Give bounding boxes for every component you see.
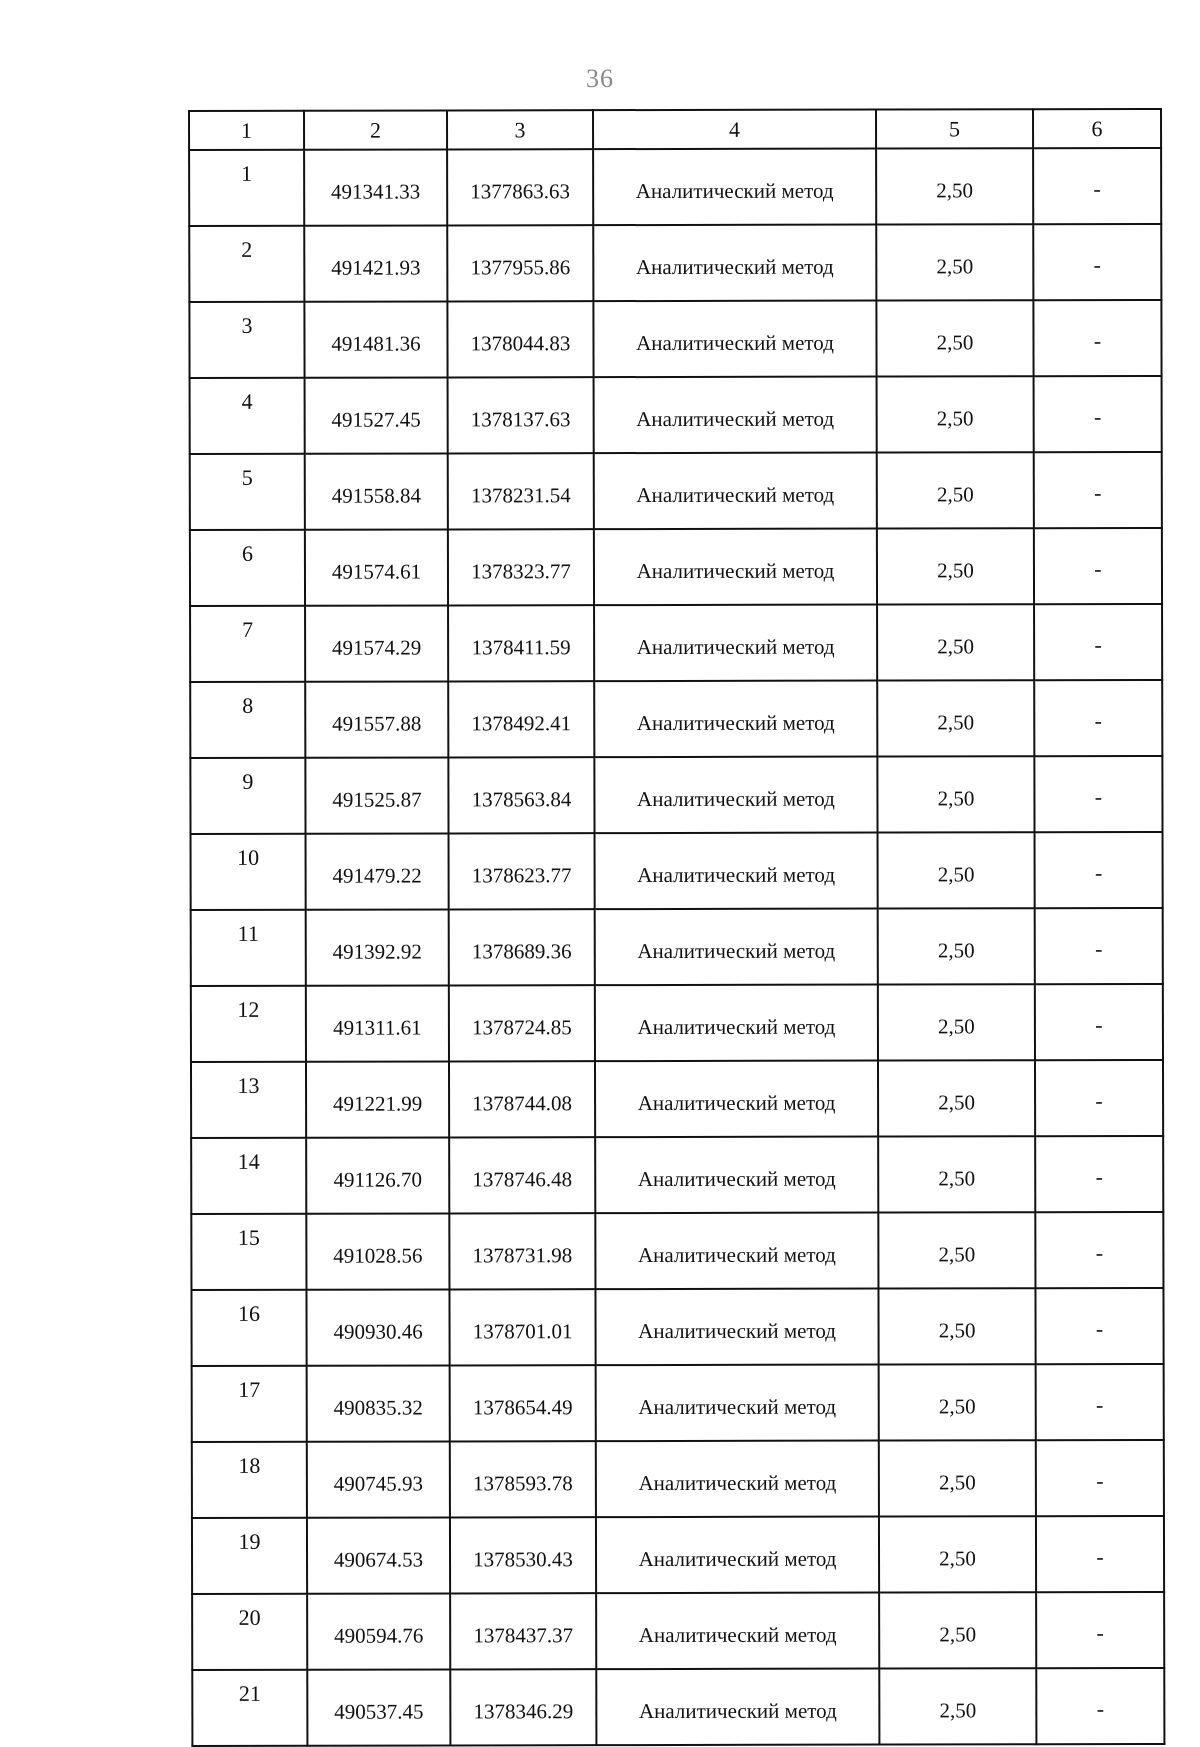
point-number-cell: 19 <box>192 1518 307 1594</box>
accuracy-cell: 2,50 <box>877 376 1034 452</box>
table-row <box>189 148 1161 226</box>
y-coordinate-cell: 1378530.43 <box>450 1517 596 1593</box>
column-header-1: 1 <box>189 111 304 150</box>
x-coordinate-cell: 491481.36 <box>304 301 447 377</box>
table-row <box>189 224 1161 302</box>
method-cell: Аналитический метод <box>595 985 878 1062</box>
point-number-cell: 21 <box>192 1670 307 1746</box>
note-cell: - <box>1035 1136 1163 1212</box>
table-header <box>189 109 1161 150</box>
y-coordinate-cell: 1378701.01 <box>449 1289 595 1365</box>
y-coordinate-cell: 1378744.08 <box>449 1061 595 1137</box>
accuracy-cell: 2,50 <box>879 1592 1036 1668</box>
y-coordinate-cell: 1378593.78 <box>450 1441 596 1517</box>
accuracy-cell: 2,50 <box>878 908 1035 984</box>
note-cell: - <box>1034 680 1162 756</box>
table-row <box>190 376 1162 454</box>
x-coordinate-cell: 491558.84 <box>305 453 448 529</box>
table-row <box>192 1516 1164 1594</box>
accuracy-cell: 2,50 <box>877 604 1034 680</box>
table-row <box>191 1212 1163 1290</box>
note-cell: - <box>1035 984 1163 1060</box>
x-coordinate-cell: 491221.99 <box>306 1061 449 1137</box>
accuracy-cell: 2,50 <box>876 224 1033 300</box>
method-cell: Аналитический метод <box>596 1517 879 1594</box>
x-coordinate-cell: 491421.93 <box>304 225 447 301</box>
note-cell: - <box>1035 1060 1163 1136</box>
note-cell: - <box>1036 1516 1164 1592</box>
point-number-cell: 4 <box>190 378 305 454</box>
table-row <box>190 604 1162 682</box>
y-coordinate-cell: 1378746.48 <box>449 1137 595 1213</box>
column-header-2: 2 <box>304 110 447 149</box>
column-header-6: 6 <box>1033 109 1161 148</box>
method-cell: Аналитический метод <box>594 453 877 530</box>
x-coordinate-cell: 490537.45 <box>307 1669 450 1745</box>
y-coordinate-cell: 1377863.63 <box>447 149 593 225</box>
note-cell: - <box>1034 756 1162 832</box>
x-coordinate-cell: 490745.93 <box>307 1441 450 1517</box>
accuracy-cell: 2,50 <box>878 832 1035 908</box>
x-coordinate-cell: 491341.33 <box>304 149 447 225</box>
table-body <box>189 148 1164 1746</box>
table-row <box>190 452 1162 530</box>
column-header-3: 3 <box>447 110 593 149</box>
method-cell: Аналитический метод <box>595 909 878 986</box>
x-coordinate-cell: 491557.88 <box>305 681 448 757</box>
accuracy-cell: 2,50 <box>878 1136 1035 1212</box>
table-row <box>190 756 1162 834</box>
x-coordinate-cell: 491479.22 <box>306 833 449 909</box>
note-cell: - <box>1035 1212 1163 1288</box>
coordinates-table <box>188 108 1165 1747</box>
note-cell: - <box>1036 1592 1164 1668</box>
method-cell: Аналитический метод <box>595 1137 878 1214</box>
note-cell: - <box>1034 528 1162 604</box>
point-number-cell: 12 <box>191 986 306 1062</box>
accuracy-cell: 2,50 <box>879 1516 1036 1592</box>
method-cell: Аналитический метод <box>594 529 877 606</box>
table-row <box>191 832 1163 910</box>
method-cell: Аналитический метод <box>594 605 877 682</box>
header-row <box>189 109 1161 150</box>
method-cell: Аналитический метод <box>596 1669 879 1746</box>
method-cell: Аналитический метод <box>595 833 878 910</box>
note-cell: - <box>1033 300 1161 376</box>
y-coordinate-cell: 1378231.54 <box>448 453 594 529</box>
point-number-cell: 17 <box>192 1366 307 1442</box>
accuracy-cell: 2,50 <box>877 680 1034 756</box>
point-number-cell: 7 <box>190 606 305 682</box>
y-coordinate-cell: 1378437.37 <box>450 1593 596 1669</box>
method-cell: Аналитический метод <box>593 225 876 302</box>
point-number-cell: 1 <box>189 150 304 226</box>
accuracy-cell: 2,50 <box>878 1288 1035 1364</box>
table-row <box>191 908 1163 986</box>
method-cell: Аналитический метод <box>596 1593 879 1670</box>
y-coordinate-cell: 1378411.59 <box>448 605 594 681</box>
note-cell: - <box>1035 1288 1163 1364</box>
x-coordinate-cell: 490835.32 <box>307 1365 450 1441</box>
method-cell: Аналитический метод <box>594 377 877 454</box>
table-row <box>191 1288 1163 1366</box>
note-cell: - <box>1036 1440 1164 1516</box>
x-coordinate-cell: 491392.92 <box>306 909 449 985</box>
table-row <box>191 984 1163 1062</box>
point-number-cell: 2 <box>189 226 304 302</box>
note-cell: - <box>1033 148 1161 224</box>
column-header-4: 4 <box>593 110 876 150</box>
y-coordinate-cell: 1377955.86 <box>447 225 593 301</box>
x-coordinate-cell: 490594.76 <box>307 1593 450 1669</box>
method-cell: Аналитический метод <box>594 681 877 758</box>
x-coordinate-cell: 491527.45 <box>305 377 448 453</box>
method-cell: Аналитический метод <box>595 1289 878 1366</box>
accuracy-cell: 2,50 <box>877 452 1034 528</box>
table-row <box>192 1364 1164 1442</box>
point-number-cell: 13 <box>191 1062 306 1138</box>
point-number-cell: 10 <box>191 834 306 910</box>
y-coordinate-cell: 1378689.36 <box>449 909 595 985</box>
point-number-cell: 20 <box>192 1594 307 1670</box>
column-header-5: 5 <box>876 109 1033 148</box>
point-number-cell: 3 <box>189 302 304 378</box>
x-coordinate-cell: 491525.87 <box>305 757 448 833</box>
y-coordinate-cell: 1378492.41 <box>448 681 594 757</box>
x-coordinate-cell: 491574.29 <box>305 605 448 681</box>
y-coordinate-cell: 1378346.29 <box>450 1669 596 1745</box>
x-coordinate-cell: 491126.70 <box>306 1137 449 1213</box>
note-cell: - <box>1034 452 1162 528</box>
y-coordinate-cell: 1378137.63 <box>448 377 594 453</box>
note-cell: - <box>1035 908 1163 984</box>
table-row <box>191 1136 1163 1214</box>
note-cell: - <box>1036 1668 1164 1744</box>
y-coordinate-cell: 1378044.83 <box>447 301 593 377</box>
accuracy-cell: 2,50 <box>879 1668 1036 1744</box>
point-number-cell: 16 <box>191 1290 306 1366</box>
x-coordinate-cell: 491028.56 <box>306 1213 449 1289</box>
table-row <box>192 1668 1164 1746</box>
point-number-cell: 18 <box>192 1442 307 1518</box>
y-coordinate-cell: 1378623.77 <box>449 833 595 909</box>
table-row <box>191 1060 1163 1138</box>
y-coordinate-cell: 1378724.85 <box>449 985 595 1061</box>
accuracy-cell: 2,50 <box>877 756 1034 832</box>
table-row <box>192 1440 1164 1518</box>
point-number-cell: 11 <box>191 910 306 986</box>
method-cell: Аналитический метод <box>596 1365 879 1442</box>
table-row <box>189 300 1161 378</box>
point-number-cell: 6 <box>190 530 305 606</box>
point-number-cell: 9 <box>190 758 305 834</box>
y-coordinate-cell: 1378563.84 <box>448 757 594 833</box>
accuracy-cell: 2,50 <box>878 1060 1035 1136</box>
accuracy-cell: 2,50 <box>879 1364 1036 1440</box>
note-cell: - <box>1034 604 1162 680</box>
point-number-cell: 8 <box>190 682 305 758</box>
y-coordinate-cell: 1378654.49 <box>450 1365 596 1441</box>
y-coordinate-cell: 1378731.98 <box>449 1213 595 1289</box>
method-cell: Аналитический метод <box>593 301 876 378</box>
point-number-cell: 5 <box>190 454 305 530</box>
note-cell: - <box>1035 832 1163 908</box>
accuracy-cell: 2,50 <box>876 148 1033 224</box>
method-cell: Аналитический метод <box>596 1441 879 1518</box>
note-cell: - <box>1036 1364 1164 1440</box>
method-cell: Аналитический метод <box>595 1061 878 1138</box>
point-number-cell: 14 <box>191 1138 306 1214</box>
method-cell: Аналитический метод <box>594 757 877 834</box>
point-number-cell: 15 <box>191 1214 306 1290</box>
method-cell: Аналитический метод <box>593 149 876 226</box>
x-coordinate-cell: 490930.46 <box>306 1289 449 1365</box>
accuracy-cell: 2,50 <box>877 528 1034 604</box>
note-cell: - <box>1033 224 1161 300</box>
table-row <box>190 680 1162 758</box>
accuracy-cell: 2,50 <box>878 1212 1035 1288</box>
page-number: 36 <box>586 64 614 93</box>
accuracy-cell: 2,50 <box>876 300 1033 376</box>
method-cell: Аналитический метод <box>595 1213 878 1290</box>
table-row <box>190 528 1162 606</box>
x-coordinate-cell: 491311.61 <box>306 985 449 1061</box>
x-coordinate-cell: 491574.61 <box>305 529 448 605</box>
accuracy-cell: 2,50 <box>878 984 1035 1060</box>
x-coordinate-cell: 490674.53 <box>307 1517 450 1593</box>
accuracy-cell: 2,50 <box>879 1440 1036 1516</box>
note-cell: - <box>1034 376 1162 452</box>
y-coordinate-cell: 1378323.77 <box>448 529 594 605</box>
table-row <box>192 1592 1164 1670</box>
